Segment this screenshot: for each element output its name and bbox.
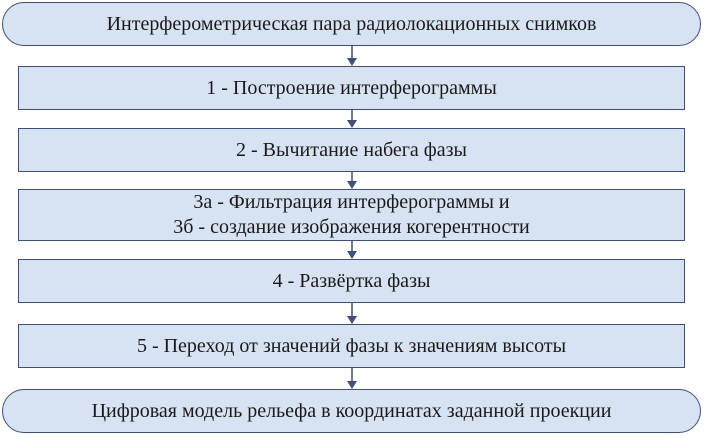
step-4-box — [18, 259, 685, 303]
step-1-label: 1 - Построение интерферограммы — [206, 76, 497, 99]
step-3-box — [18, 189, 685, 241]
start-node — [2, 2, 701, 46]
step-3b-label: 3б - создание изображения когерентности — [173, 216, 530, 238]
end-node-label: Цифровая модель рельефа в координатах заданной проекции — [91, 399, 612, 422]
step-3a-label: 3а - Фильтрация интерферограммы и — [193, 191, 510, 213]
step-5-label: 5 - Переход от значений фазы к значениям высоты — [136, 334, 567, 357]
step-2-label: 2 - Вычитание набега фазы — [236, 138, 467, 161]
step-1-box — [18, 66, 685, 110]
step-4-label: 4 - Развёртка фазы — [272, 269, 431, 292]
end-node — [2, 389, 701, 433]
step-2-box — [18, 128, 685, 172]
start-node-label: Интерферометрическая пара радиолокационных снимков — [106, 12, 597, 35]
step-5-box — [18, 324, 685, 368]
